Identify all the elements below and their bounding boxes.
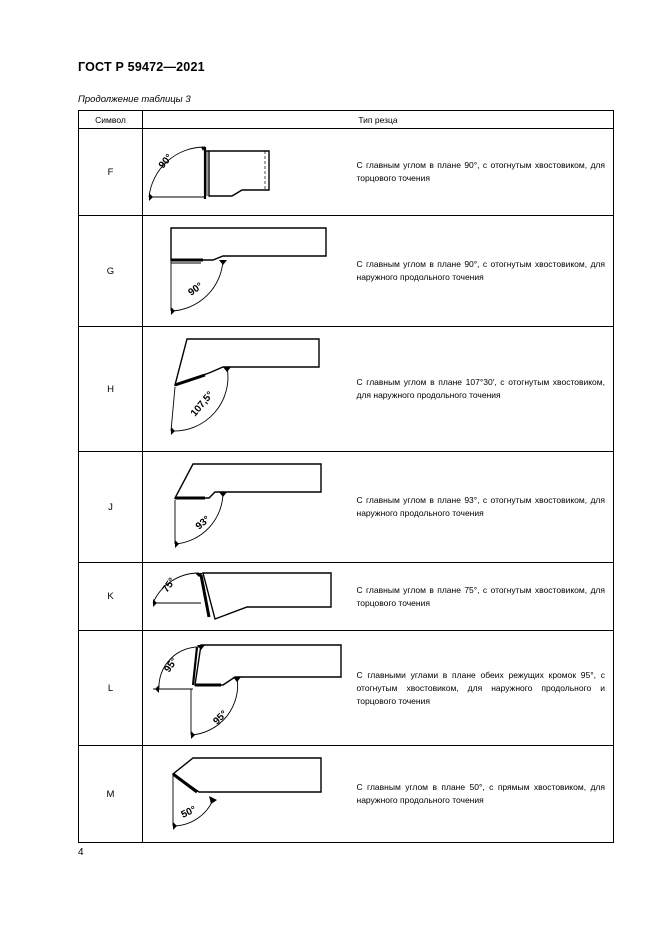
table-row — [79, 563, 614, 631]
row-description: С главным углом в плане 90°, с отогнутым хвостовиком, для торцового точения — [351, 129, 614, 216]
row-description: С главным углом в плане 107°30′, с отогнутым хвостовиком, для наружного продольного точения — [351, 327, 614, 452]
column-header-symbol: Символ — [79, 111, 143, 129]
row-description: С главным углом в плане 90°, с отогнутым хвостовиком, для наружного продольного точения — [351, 216, 614, 327]
table-row — [79, 452, 614, 563]
row-description: С главными углами в плане обеих режущих кромок 95°, с отогнутым хвостовиком, для наружного продольного и торцового точения — [351, 631, 614, 746]
cutter-drawing — [143, 563, 351, 631]
column-header-type: Тип резца — [143, 111, 614, 129]
row-symbol: K — [79, 563, 143, 631]
row-symbol: F — [79, 129, 143, 216]
angle-label: 93° — [193, 514, 213, 533]
row-description: С главным углом в плане 93°, с отогнутым хвостовиком, для наружного продольного точения — [351, 452, 614, 563]
row-description: С главным углом в плане 50°, с прямым хвостовиком, для наружного продольного точения — [351, 746, 614, 843]
angle-label: 95° — [162, 656, 181, 675]
row-symbol: G — [79, 216, 143, 327]
angle-label: 75° — [160, 576, 179, 595]
page-number: 4 — [78, 847, 84, 858]
table-caption: Продолжение таблицы 3 — [78, 94, 191, 105]
angle-label: 50° — [179, 804, 198, 821]
table-row — [79, 327, 614, 452]
document-code: ГОСТ Р 59472—2021 — [78, 60, 205, 74]
cutter-types-table — [78, 110, 614, 843]
cutter-drawing — [143, 452, 351, 563]
cutter-drawing — [143, 327, 351, 452]
row-symbol: H — [79, 327, 143, 452]
row-symbol: L — [79, 631, 143, 746]
cutter-drawing — [143, 746, 351, 843]
cutter-drawing — [143, 631, 351, 746]
angle-label-2: 95° — [211, 708, 230, 728]
cutter-drawing — [143, 216, 351, 327]
table-row — [79, 216, 614, 327]
row-symbol: M — [79, 746, 143, 843]
angle-label: 90° — [156, 152, 176, 171]
table-header-row — [79, 111, 614, 129]
angle-label: 90° — [186, 280, 206, 299]
cutter-drawing — [143, 129, 351, 216]
table-row — [79, 129, 614, 216]
table-row — [79, 631, 614, 746]
row-description: С главным углом в плане 75°, с отогнутым хвостовиком, для торцового точения — [351, 563, 614, 631]
angle-label: 107,5° — [188, 389, 216, 419]
table-row — [79, 746, 614, 843]
row-symbol: J — [79, 452, 143, 563]
